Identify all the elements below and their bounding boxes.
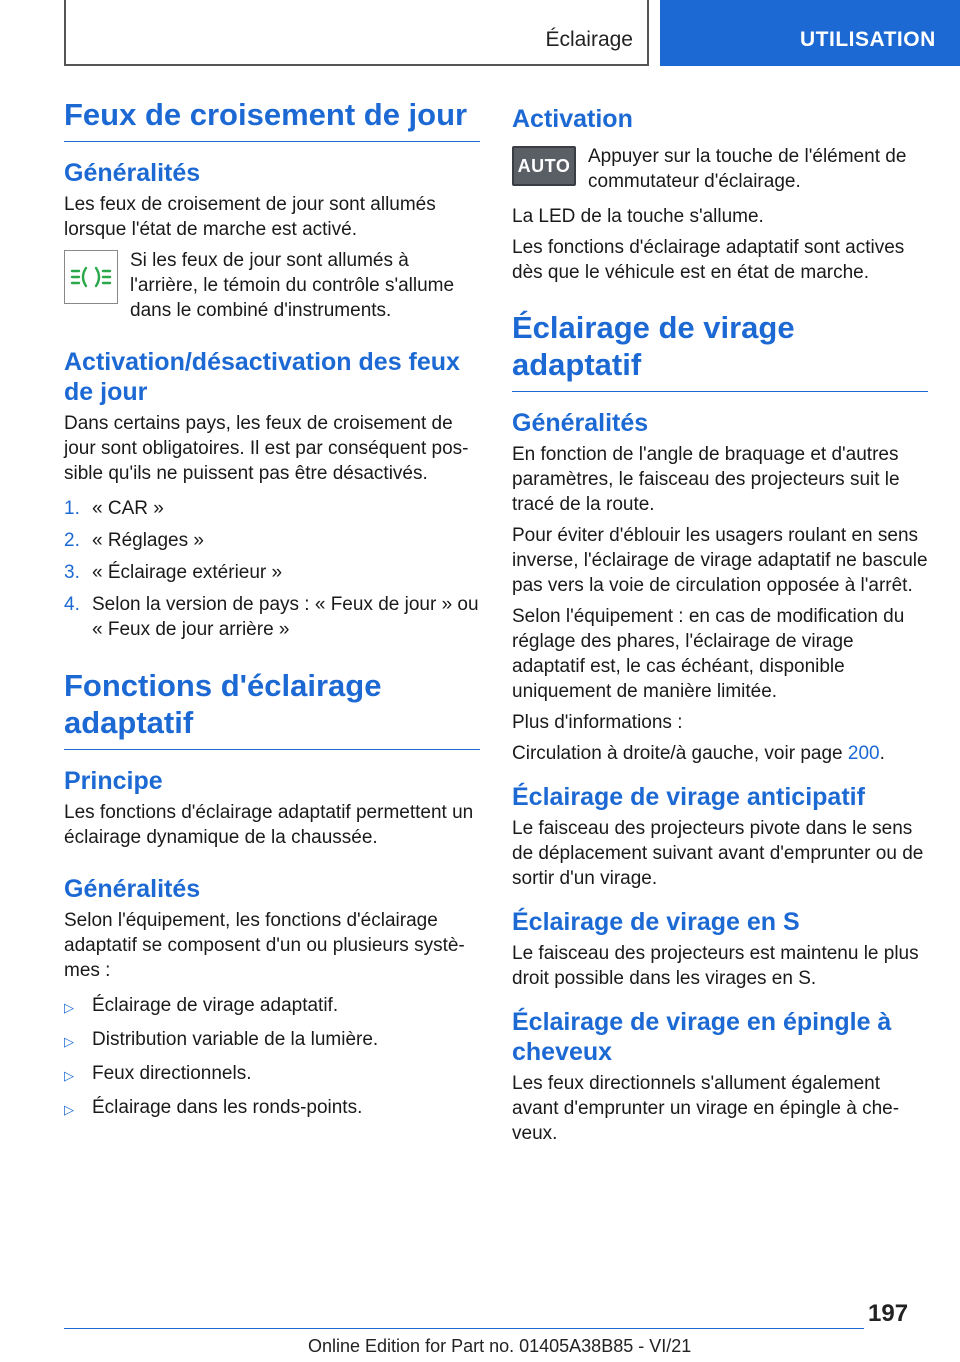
- list-item: ▷ Éclairage dans les ronds-points.: [64, 1095, 480, 1122]
- triangle-bullet-icon: ▷: [64, 1102, 74, 1117]
- header-section-box: [64, 0, 649, 66]
- heading-anticipatory-curve-lighting: Éclairage de virage anticipatif: [512, 783, 865, 811]
- paragraph: Le faisceau des projecteurs pivote dans le sens de déplacement suivant avant d'emprunter ou de sortir d'un virage.: [512, 818, 924, 889]
- heading-s-curve-lighting: Éclairage de virage en S: [512, 908, 800, 936]
- list-item: 2. « Réglages »: [64, 530, 204, 551]
- heading-general-1: Généralités: [64, 159, 201, 187]
- list-item: ▷ Distribution variable de la lumière.: [64, 1027, 480, 1054]
- paragraph: Les feux de croisement de jour sont allumés lorsque l'état de marche est activé.: [64, 194, 436, 240]
- list-item: ▷ Éclairage de virage adaptatif.: [64, 993, 480, 1020]
- heading-adaptive-functions: Fonctions d'éclairage adaptatif: [64, 667, 480, 750]
- heading-activation: Activation: [512, 105, 633, 133]
- footer-edition: Online Edition for Part no. 01405A38B85 - VI/21: [308, 1336, 692, 1356]
- page-200-link[interactable]: 200: [847, 743, 880, 764]
- footer-divider: [64, 1328, 864, 1329]
- left-column: [64, 96, 480, 1129]
- paragraph: Les feux directionnels s'allument également avant d'emprunter un virage en épingle à che‐veux.: [512, 1073, 900, 1144]
- paragraph: Le faisceau des projecteurs est maintenu le plus droit possible dans les virages en S.: [512, 943, 919, 989]
- heading-general-3: Généralités: [512, 409, 649, 437]
- paragraph: Dans certains pays, les feux de croisement de jour sont obligatoires. Il est par conséquent pos‐sible qu'ils ne puissent pas être désactivés.: [64, 413, 469, 484]
- heading-principle: Principe: [64, 767, 163, 795]
- header-section-title: Éclairage: [545, 28, 633, 51]
- heading-daytime-lights: Feux de croisement de jour: [64, 96, 480, 142]
- steps-list: [64, 496, 480, 642]
- list-item: 3. « Éclairage extérieur »: [64, 562, 283, 583]
- heading-activation-deactivation: Activation/désactivation des feux de jour: [64, 348, 460, 406]
- auto-button-note-text: Appuyer sur la touche de l'élément de commutateur d'éclairage.: [588, 146, 907, 192]
- triangle-bullet-icon: ▷: [64, 1000, 74, 1015]
- paragraph-reference: Circulation à droite/à gauche, voir page 200.: [512, 743, 885, 764]
- list-item: 4. Selon la version de pays : « Feux de jour » ou « Feux de jour arrière »: [64, 594, 479, 640]
- page-header: [0, 0, 960, 66]
- paragraph: La LED de la touche s'allume.: [512, 206, 764, 227]
- paragraph: Selon l'équipement, les fonctions d'éclairage adaptatif se composent d'un ou plusieurs systè‐mes :: [64, 910, 465, 981]
- header-chapter-title: UTILISATION: [800, 28, 936, 51]
- paragraph: Les fonctions d'éclairage adaptatif permettent un éclairage dynamique de la chaussée.: [64, 802, 474, 848]
- paragraph: Les fonctions d'éclairage adaptatif sont actives dès que le véhicule est en état de marche.: [512, 237, 905, 283]
- paragraph: Plus d'informations :: [512, 712, 683, 733]
- list-item: 1. « CAR »: [64, 498, 164, 519]
- indicator-note: [64, 248, 480, 323]
- auto-button-note: [512, 144, 928, 194]
- header-chapter-box: [660, 0, 960, 66]
- indicator-note-text: Si les feux de jour sont allumés à l'arrière, le témoin du contrôle s'allume dans le combiné d'instruments.: [130, 250, 455, 321]
- heading-adaptive-curve-lighting: Éclairage de virage adaptatif: [512, 309, 928, 392]
- list-item: ▷ Feux directionnels.: [64, 1061, 480, 1088]
- paragraph: Pour éviter d'éblouir les usagers roulant en sens inverse, l'éclairage de virage adaptatif ne bascule pas vers la voie de circulation opposée à l'arrêt.: [512, 525, 928, 596]
- systems-list: [64, 993, 480, 1122]
- heading-hairpin-curve-lighting: Éclairage de virage en épingle à cheveux: [512, 1008, 892, 1066]
- auto-button-icon: AUTO: [512, 146, 576, 186]
- heading-general-2: Généralités: [64, 875, 201, 903]
- daytime-light-indicator-icon: [64, 250, 118, 304]
- triangle-bullet-icon: ▷: [64, 1068, 74, 1083]
- paragraph: Selon l'équipement : en cas de modification du réglage des phares, l'éclairage de virage adaptatif est, le cas échéant, disponible uniquement de manière limitée.: [512, 606, 905, 702]
- paragraph: En fonction de l'angle de braquage et d'autres paramètres, le faisceau des projecteurs suit le tracé de la route.: [512, 444, 900, 515]
- page-number: 197: [868, 1300, 909, 1327]
- right-column: [512, 104, 928, 1152]
- triangle-bullet-icon: ▷: [64, 1034, 74, 1049]
